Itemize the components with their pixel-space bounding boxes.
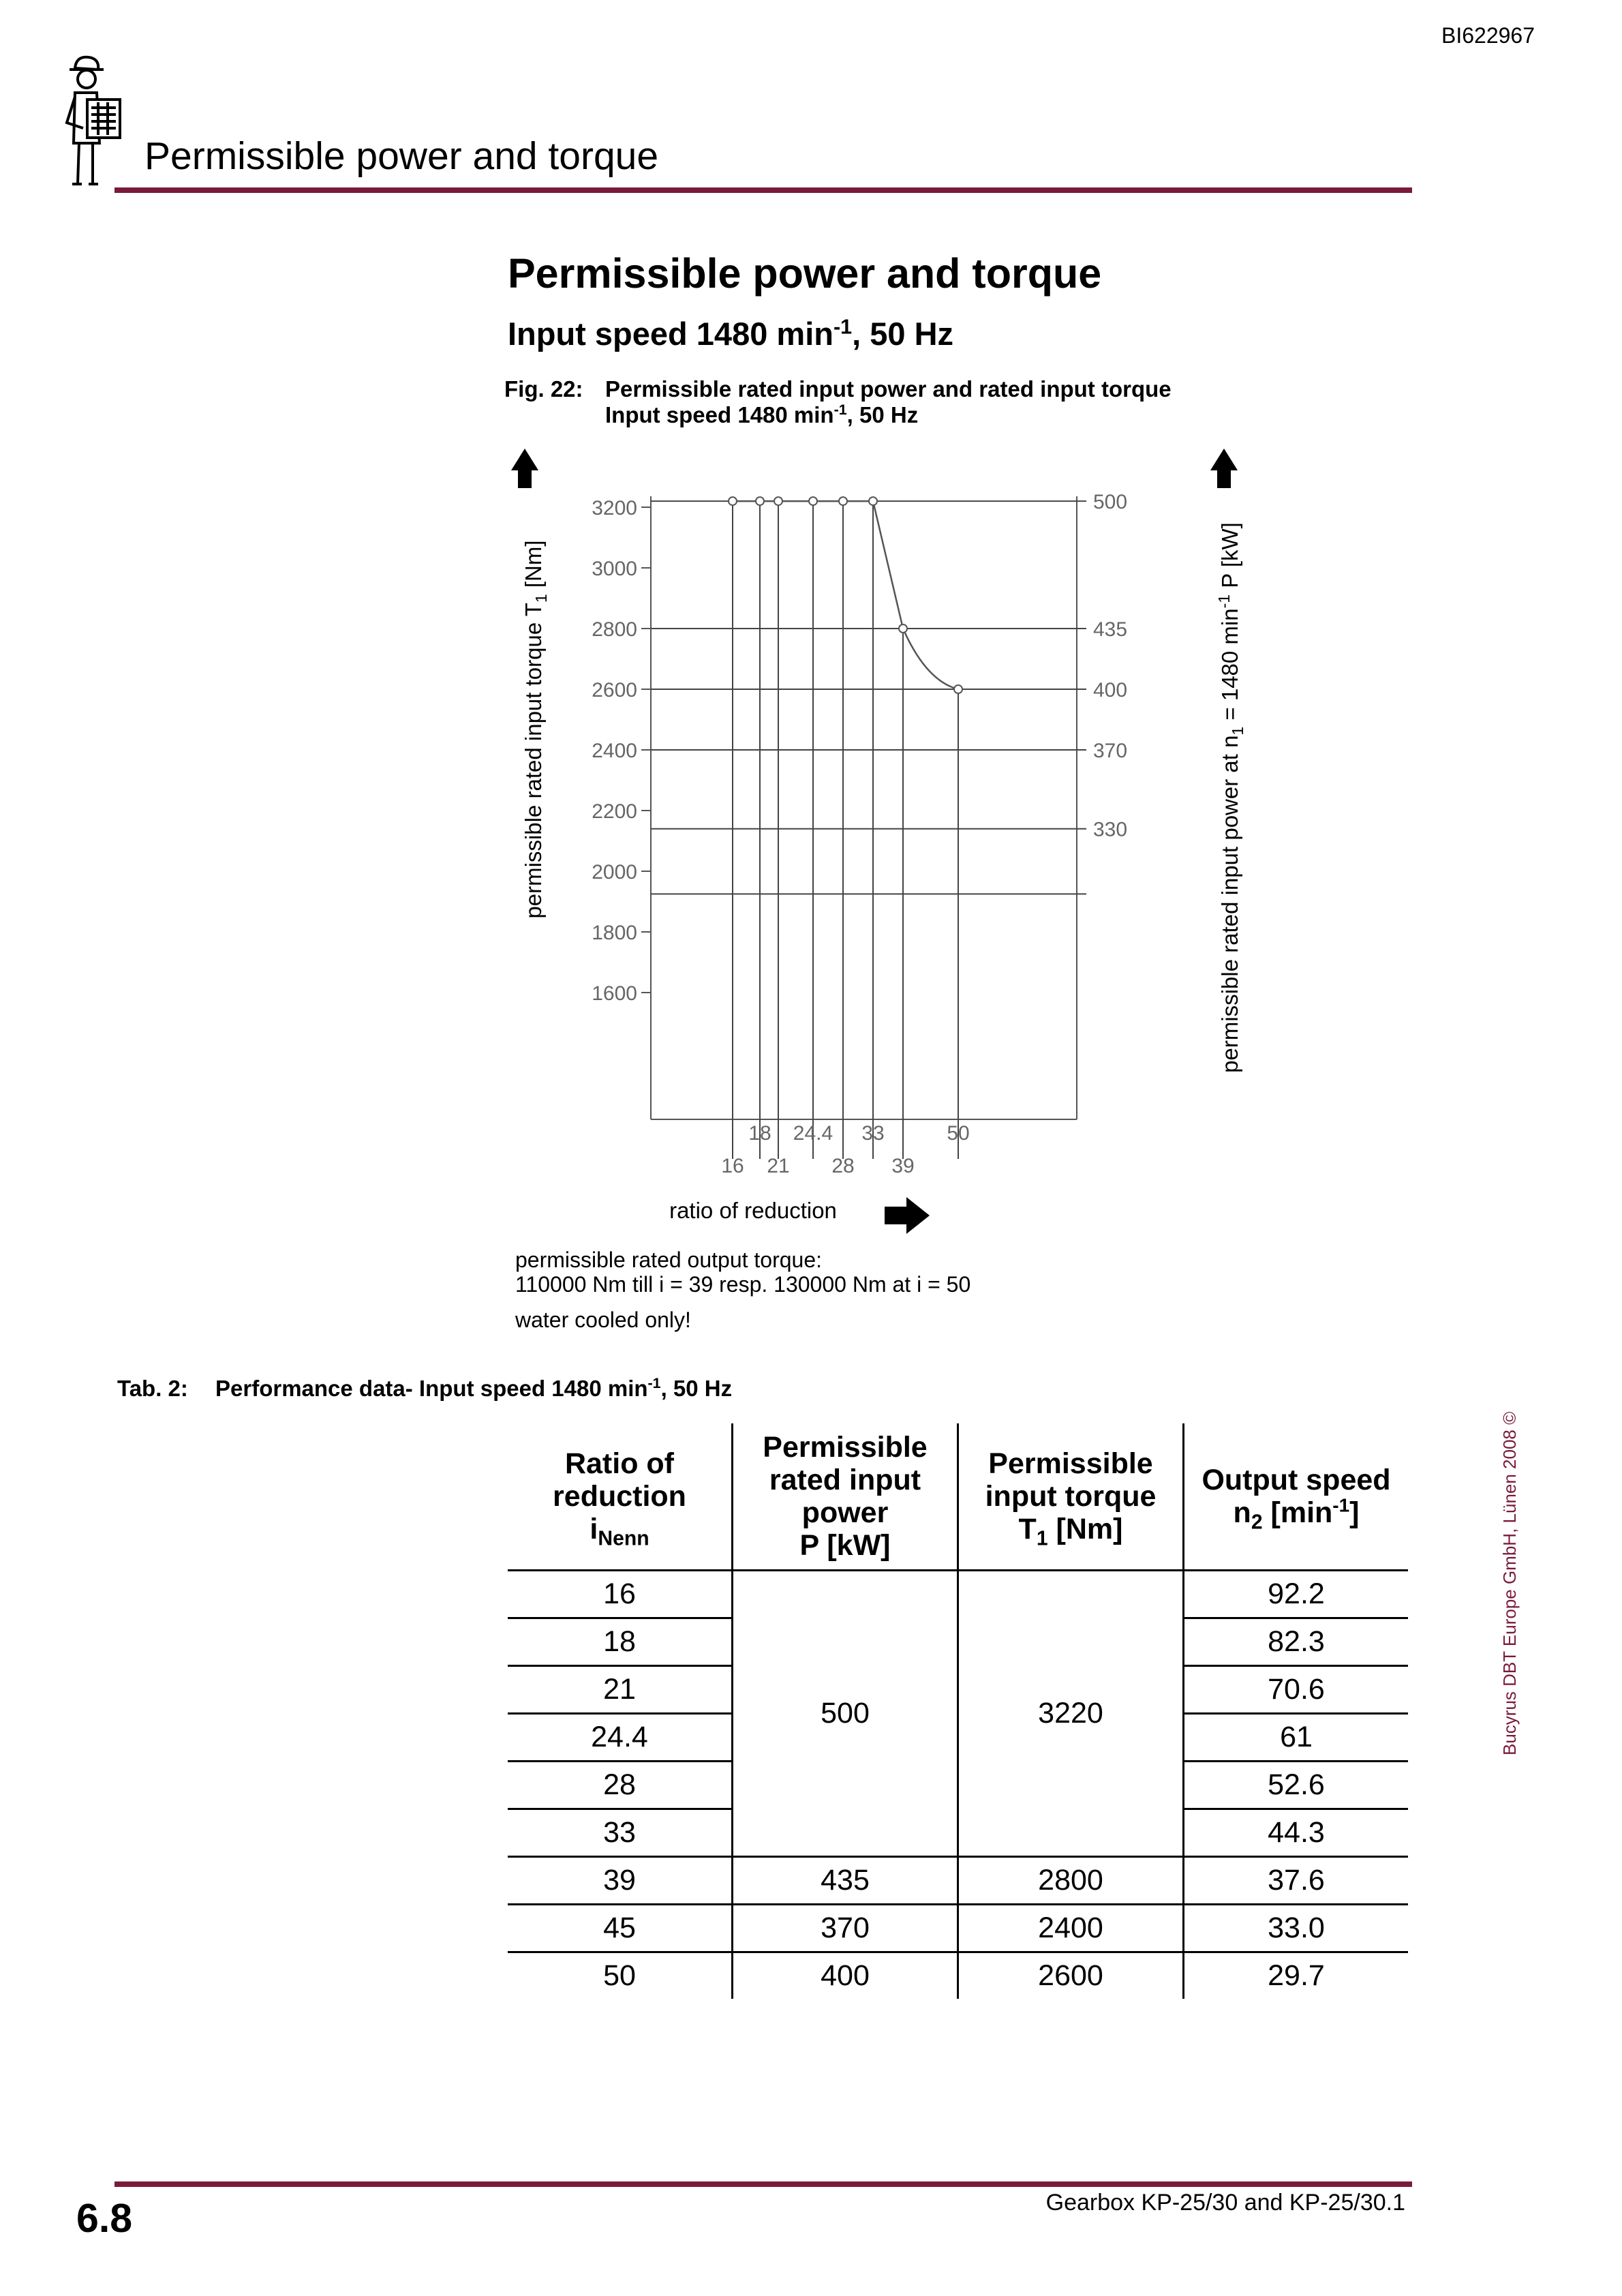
arrow-up-icon bbox=[511, 449, 538, 488]
note-line-1: permissible rated output torque: bbox=[515, 1248, 823, 1272]
y-tick-label-1600: 1600 bbox=[592, 982, 637, 1005]
figure-label: Fig. 22: bbox=[504, 376, 583, 402]
right-tick-label-370: 370 bbox=[1093, 740, 1128, 762]
page-subtitle: Input speed 1480 $\min^{-1}$, 50 Hz bbox=[508, 315, 954, 352]
cell-ratio: 45 bbox=[508, 1905, 733, 1952]
cell-ratio: 50 bbox=[603, 1959, 636, 1992]
arrow-right-icon bbox=[885, 1197, 930, 1234]
data-point-28 bbox=[839, 497, 847, 505]
right-tick-label-400: 400 bbox=[1093, 679, 1128, 701]
y-axis-label-left: permissible rated input torque $T_1$ [Nm] bbox=[521, 540, 550, 919]
header-torque: Permissible input torque $T_1$ [Nm] bbox=[958, 1423, 1184, 1571]
data-point-24.4 bbox=[809, 497, 817, 505]
right-tick-label-500: 500 bbox=[1093, 491, 1128, 514]
cell-ratio: 21 bbox=[508, 1666, 733, 1714]
x-tick-label-50: 50 bbox=[947, 1122, 970, 1145]
table-row bbox=[508, 1857, 1408, 1905]
footer-doc-title: Gearbox KP-25/30 and KP-25/30.1 bbox=[1045, 2190, 1405, 2216]
table-row bbox=[508, 1571, 1408, 1618]
cell-torque: 2400 bbox=[958, 1905, 1184, 1952]
cell-ratio: 39 bbox=[508, 1857, 733, 1905]
copyright-notice bbox=[1497, 1404, 1524, 1759]
table-row bbox=[508, 1905, 1408, 1952]
y-tick-label-3000: 3000 bbox=[592, 558, 637, 580]
data-point-16 bbox=[729, 497, 737, 505]
copyright-text: Bucyrus DBT Europe GmbH, Lünen 2008 bbox=[1499, 1430, 1520, 1755]
svg-text:Bucyrus DBT Europe GmbH, Lünen bbox=[1499, 1412, 1520, 1755]
x-tick-label-18: 18 bbox=[748, 1122, 771, 1145]
x-tick-label-24.4: 24.4 bbox=[793, 1122, 833, 1145]
right-tick-label-435: 435 bbox=[1093, 618, 1128, 641]
cell-power: 370 bbox=[733, 1905, 958, 1952]
footer-rule bbox=[114, 2181, 1412, 2187]
page-title: Permissible power and torque bbox=[508, 250, 1102, 297]
cell-ratio: 18 bbox=[508, 1618, 733, 1666]
cell-output-speed: 44.3 bbox=[1184, 1809, 1409, 1857]
table-caption: Tab. 2: Performance data- Input speed 1480 $\min^{-1}$, 50 Hz bbox=[117, 1375, 733, 1401]
note-line-2: 110000 Nm till i = 39 resp. 130000 Nm at i = 50 bbox=[515, 1272, 971, 1297]
x-tick-label-16: 16 bbox=[721, 1155, 744, 1177]
header-rule bbox=[114, 187, 1412, 193]
data-point-21 bbox=[774, 497, 782, 505]
cell-output-speed: 37.6 bbox=[1184, 1857, 1409, 1905]
cell-power: 500 bbox=[733, 1571, 958, 1857]
data-point-39 bbox=[899, 624, 907, 633]
x-tick-label-39: 39 bbox=[891, 1155, 915, 1177]
x-tick-label-28: 28 bbox=[831, 1155, 855, 1177]
y-tick-label-1800: 1800 bbox=[592, 922, 637, 944]
header-power: Permissible rated input power P [kW] bbox=[733, 1423, 958, 1571]
y-tick-label-2800: 2800 bbox=[592, 618, 637, 641]
table-label: Tab. 2: bbox=[117, 1376, 188, 1401]
technician-icon bbox=[49, 52, 138, 188]
header-ratio: Ratio of reduction $i_{Nenn}$ bbox=[508, 1423, 733, 1571]
table-header-row bbox=[508, 1423, 1408, 1571]
cell-power: 435 bbox=[733, 1857, 958, 1905]
right-tick-label-330: 330 bbox=[1093, 818, 1128, 841]
y-tick-label-2600: 2600 bbox=[592, 679, 637, 701]
x-axis-label: ratio of reduction bbox=[669, 1198, 837, 1223]
cell-torque: 2600 bbox=[958, 1952, 1184, 1999]
y-tick-label-3200: 3200 bbox=[592, 497, 637, 519]
cell-ratio: 33 bbox=[508, 1809, 733, 1857]
data-point-33 bbox=[869, 497, 877, 505]
y-tick-label-2000: 2000 bbox=[592, 861, 637, 883]
cell-ratio: 28 bbox=[508, 1762, 733, 1809]
y-tick-label-2400: 2400 bbox=[592, 740, 637, 762]
cell-power: 400 bbox=[733, 1952, 958, 1999]
data-point-50 bbox=[954, 685, 962, 693]
copyright-symbol: © bbox=[1499, 1411, 1520, 1425]
y-tick-label-2200: 2200 bbox=[592, 800, 637, 823]
output-torque-note bbox=[515, 1248, 970, 1297]
figure-caption: Fig. 22: Permissible rated input power and rated input torque Input speed 1480 $\min^{-1}$, 50 Hz bbox=[504, 376, 1172, 427]
cell-ratio: 16 bbox=[508, 1571, 733, 1618]
cell-output-speed: 33.0 bbox=[1184, 1905, 1409, 1952]
performance-table bbox=[508, 1423, 1408, 1999]
cell-ratio: 24.4 bbox=[508, 1714, 733, 1762]
cell-output-speed: 61 bbox=[1184, 1714, 1409, 1762]
cell-output-speed: 92.2 bbox=[1184, 1571, 1409, 1618]
water-cooled-note: water cooled only! bbox=[515, 1308, 691, 1332]
table-row bbox=[508, 1952, 1408, 1999]
document-id: BI622967 bbox=[1441, 23, 1535, 48]
header-output-speed: Output speed $n_2$ $[\min^{-1}]$ bbox=[1184, 1423, 1409, 1571]
cell-output-speed: 70.6 bbox=[1184, 1666, 1409, 1714]
section-title: Permissible power and torque bbox=[144, 134, 659, 178]
cell-output-speed: 82.3 bbox=[1184, 1618, 1409, 1666]
y-axis-label-right: permissible rated input power at $n_1 = 1480$ $\min^{-1} P$ [kW] bbox=[1215, 522, 1246, 1073]
cell-torque: 2800 bbox=[958, 1857, 1184, 1905]
data-point-18 bbox=[756, 497, 764, 505]
page-number: 6.8 bbox=[76, 2196, 133, 2241]
torque-series-line bbox=[733, 501, 958, 689]
cell-torque: 3220 bbox=[958, 1571, 1184, 1857]
x-tick-label-21: 21 bbox=[767, 1155, 790, 1177]
arrow-up-icon bbox=[1210, 449, 1238, 488]
cell-output-speed: 29.7 bbox=[1184, 1952, 1409, 1999]
cell-output-speed: 52.6 bbox=[1184, 1762, 1409, 1809]
x-tick-label-33: 33 bbox=[861, 1122, 885, 1145]
